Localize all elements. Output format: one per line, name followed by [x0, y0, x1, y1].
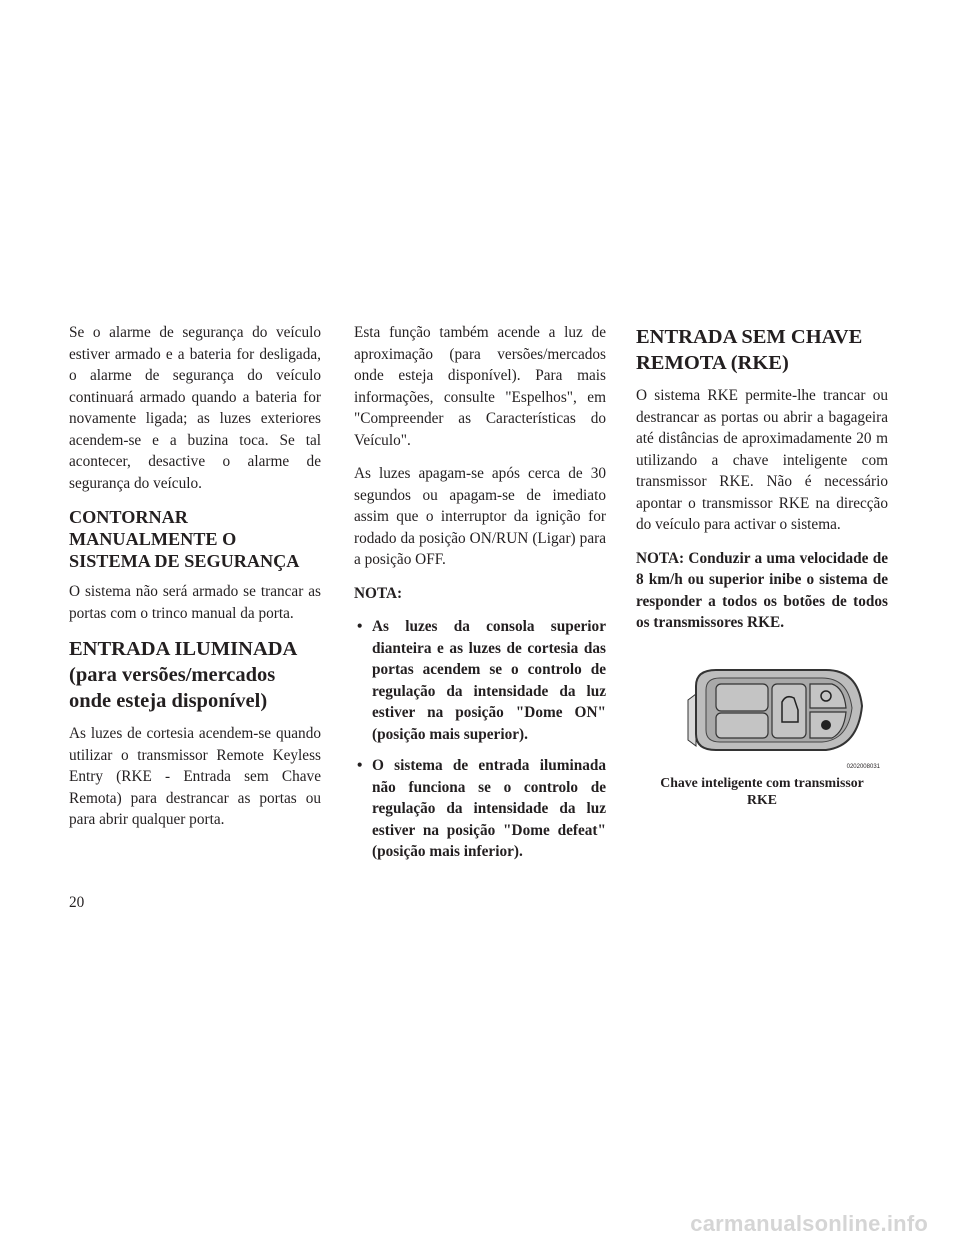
key-blade [688, 694, 696, 746]
fob-button-bottom-left [716, 713, 768, 738]
column-2 [354, 322, 606, 873]
rke-note: NOTA: Conduzir a uma velocidade de 8 km/h ou superior inibe o sistema de responder a todos os botões de todos os transmissores RKE. [636, 549, 888, 631]
heading-illuminated-entry: ENTRADA ILUMINADA (para versões/mercados onde esteja disponível) [69, 638, 297, 712]
approach-light-paragraph: Esta função também acende a luz de aproximação (para versões/mercados onde esteja disponível). Para mais informações, consulte "Espelhos", em "Compreender as Características do Veículo". [354, 324, 606, 449]
heading-remote-keyless-entry: ENTRADA SEM CHAVE REMOTA (RKE) [636, 326, 863, 374]
fob-button-liftgate [772, 684, 806, 738]
figure-code: 0202008031 [846, 763, 880, 770]
key-fob-figure [636, 650, 888, 770]
fob-button-top-left [716, 684, 768, 711]
rke-paragraph: O sistema RKE permite-lhe trancar ou destrancar as portas ou abrir a bagageira até distâncias de aproximadamente 20 m utilizando a chave inteligente com transmissor RKE. Não é necessário apontar o transmissor RKE na direcção do veículo para activar o sistema. [636, 387, 888, 533]
page-number: 20 [69, 894, 85, 911]
note-bullet-item: • As luzes da consola superior dianteira e as luzes de cortesia das portas acendem se o controlo de regulação da intensidade da luz estiver na posição "Dome ON" (posição mais superior). [354, 616, 606, 745]
watermark-link[interactable]: carmanualsonline.info [690, 1211, 928, 1236]
lights-off-paragraph: As luzes apagam-se após cerca de 30 segundos ou apagam-se de imediato assim que o interruptor da ignição for rodado da posição ON/RUN (Ligar) para a posição OFF. [354, 465, 606, 568]
column-3 [636, 322, 888, 808]
lock-icon [821, 720, 831, 730]
bypass-paragraph: O sistema não será armado se trancar as portas com o trinco manual da porta. [69, 583, 321, 622]
note-label: NOTA: [354, 584, 403, 602]
illuminated-paragraph: As luzes de cortesia acendem-se quando utilizar o transmissor Remote Keyless Entry (RKE - Entrada sem Chave Remota) para destrancar as portas ou para abrir qualquer porta. [69, 725, 321, 828]
key-fob-illustration [636, 650, 888, 760]
note-bullet-list [354, 616, 606, 863]
heading-bypass-security: CONTORNAR MANUALMENTE O SISTEMA DE SEGURANÇA [69, 507, 300, 571]
column-1 [69, 322, 321, 843]
note-bullet-item: • O sistema de entrada iluminada não funciona se o controlo de regulação da intensidade da luz estiver na posição "Dome defeat" (posição mais inferior). [354, 755, 606, 863]
figure-caption: Chave inteligente com transmissor RKE [660, 774, 864, 807]
intro-paragraph: Se o alarme de segurança do veículo estiver armado e a bateria for desligada, o alarme de segurança do veículo continuará armado quando a bateria for novamente ligada; as luzes exteriores acendem-se e a buzina toca. Se tal acontecer, desactive o alarme de segurança do veículo. [69, 324, 321, 492]
